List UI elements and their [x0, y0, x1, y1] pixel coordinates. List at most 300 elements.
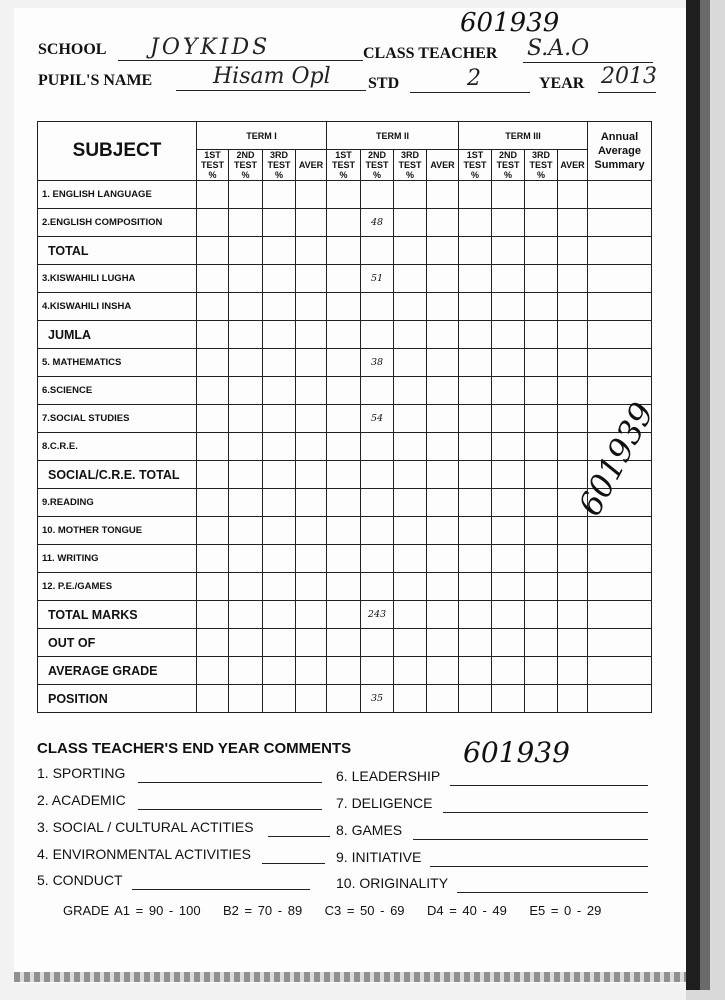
mark-cell: [558, 349, 588, 377]
mark-cell: [525, 237, 558, 265]
mark-cell: [394, 293, 427, 321]
term-2-2nd-test-mark: [361, 181, 394, 209]
table-row: [38, 685, 652, 713]
term-2-header: TERM II: [327, 122, 459, 150]
mark-cell: [492, 405, 525, 433]
mark-cell: [327, 405, 361, 433]
comment-line: [138, 782, 322, 783]
mark-cell: [427, 657, 459, 685]
mark-cell: [459, 209, 492, 237]
school-value: JOYKIDS: [150, 35, 271, 60]
table-row: [38, 349, 652, 377]
term-2-2nd-test-mark: 51: [361, 265, 394, 293]
subject-header: SUBJECT: [38, 122, 197, 181]
mark-cell: [427, 601, 459, 629]
mark-cell: [229, 517, 263, 545]
term-3-sub-header-1: 1ST TEST %: [459, 150, 492, 181]
comment-label-right: 7. DELIGENCE: [336, 795, 433, 811]
mark-cell: [525, 601, 558, 629]
mark-cell: [525, 209, 558, 237]
mark-cell: [296, 573, 327, 601]
pupil-name-value: Hisam Opl: [213, 64, 331, 89]
subject-label: 9.READING: [38, 489, 197, 517]
mark-cell: [327, 489, 361, 517]
mark-cell: [492, 377, 525, 405]
subject-label: SOCIAL/C.R.E. TOTAL: [38, 461, 197, 489]
mark-cell: [588, 209, 652, 237]
mark-cell: [525, 265, 558, 293]
subject-label: 8.C.R.E.: [38, 433, 197, 461]
mark-cell: [197, 657, 229, 685]
mark-cell: [558, 517, 588, 545]
mark-cell: [327, 461, 361, 489]
subject-label: 2.ENGLISH COMPOSITION: [38, 209, 197, 237]
mark-cell: [197, 237, 229, 265]
table-row: [38, 237, 652, 265]
mark-cell: [525, 685, 558, 713]
annual-summary-header: Annual Average Summary: [588, 122, 652, 181]
mark-cell: [229, 433, 263, 461]
term-1-sub-header-1: 1ST TEST %: [197, 150, 229, 181]
mark-cell: [459, 349, 492, 377]
mark-cell: [588, 265, 652, 293]
mark-cell: [427, 293, 459, 321]
mark-cell: [558, 601, 588, 629]
mark-cell: [492, 461, 525, 489]
class-teacher-label: CLASS TEACHER: [363, 45, 498, 62]
mark-cell: [459, 461, 492, 489]
comment-label-left: 5. CONDUCT: [37, 872, 123, 888]
comment-label-right: 8. GAMES: [336, 822, 403, 838]
mark-cell: [459, 489, 492, 517]
mark-cell: [492, 349, 525, 377]
subject-label: 1. ENGLISH LANGUAGE: [38, 181, 197, 209]
mark-cell: [296, 321, 327, 349]
grading-scale: GRADE A1 = 90 - 100 B2 = 70 - 89 C3 = 50 - 69 D4 = 40 - 49 E5 = 0 - 29: [63, 903, 602, 918]
mark-cell: [327, 545, 361, 573]
mark-cell: [558, 685, 588, 713]
term-2-2nd-test-mark: [361, 321, 394, 349]
mark-cell: [492, 601, 525, 629]
mark-cell: [427, 489, 459, 517]
mark-cell: [197, 181, 229, 209]
term-2-2nd-test-mark: 35: [361, 685, 394, 713]
term-2-2nd-test-mark: 48: [361, 209, 394, 237]
subject-label: 3.KISWAHILI LUGHA: [38, 265, 197, 293]
mark-cell: [327, 321, 361, 349]
mark-cell: [588, 685, 652, 713]
subject-label: 6.SCIENCE: [38, 377, 197, 405]
mark-cell: [459, 657, 492, 685]
mark-cell: [394, 433, 427, 461]
mark-cell: [263, 377, 296, 405]
term-2-2nd-test-mark: [361, 461, 394, 489]
mark-cell: [525, 545, 558, 573]
term-2-2nd-test-mark: [361, 573, 394, 601]
table-row: [38, 489, 652, 517]
mark-cell: [296, 629, 327, 657]
school-label: SCHOOL: [38, 41, 107, 58]
term-3-sub-header-4: AVER: [558, 150, 588, 181]
mark-cell: [394, 377, 427, 405]
term-2-2nd-test-mark: [361, 237, 394, 265]
mark-cell: [492, 489, 525, 517]
mark-cell: [296, 545, 327, 573]
mark-cell: [394, 601, 427, 629]
mark-cell: [459, 377, 492, 405]
mark-cell: [394, 265, 427, 293]
mark-cell: [459, 181, 492, 209]
mark-cell: [525, 573, 558, 601]
subject-label: 10. MOTHER TONGUE: [38, 517, 197, 545]
mark-cell: [263, 405, 296, 433]
mark-cell: [263, 573, 296, 601]
term-3-sub-header-3: 3RD TEST %: [525, 150, 558, 181]
comment-label-left: 1. SPORTING: [37, 765, 126, 781]
mark-cell: [525, 461, 558, 489]
mark-cell: [558, 573, 588, 601]
table-row: [38, 461, 652, 489]
reference-number-comments: 601939: [463, 736, 570, 769]
mark-cell: [558, 545, 588, 573]
reference-number-top: 601939: [460, 8, 560, 38]
mark-cell: [197, 265, 229, 293]
mark-cell: [588, 377, 652, 405]
mark-cell: [459, 685, 492, 713]
mark-cell: [558, 209, 588, 237]
mark-cell: [327, 657, 361, 685]
mark-cell: [394, 657, 427, 685]
class-teacher-line: [523, 62, 653, 63]
mark-cell: [229, 461, 263, 489]
mark-cell: [492, 629, 525, 657]
term-2-sub-header-3: 3RD TEST %: [394, 150, 427, 181]
year-label: YEAR: [539, 75, 585, 92]
mark-cell: [588, 573, 652, 601]
comment-line: [268, 836, 330, 837]
mark-cell: [588, 545, 652, 573]
mark-cell: [459, 405, 492, 433]
mark-cell: [394, 321, 427, 349]
reference-number-diagonal: 601939: [570, 396, 662, 522]
mark-cell: [229, 573, 263, 601]
term-2-2nd-test-mark: [361, 545, 394, 573]
year-line: [598, 92, 656, 93]
table-row: [38, 573, 652, 601]
mark-cell: [327, 293, 361, 321]
year-value: 2013: [601, 64, 657, 89]
mark-cell: [327, 377, 361, 405]
comment-line: [450, 785, 648, 786]
mark-cell: [327, 517, 361, 545]
mark-cell: [296, 433, 327, 461]
mark-cell: [558, 293, 588, 321]
subject-label: JUMLA: [38, 321, 197, 349]
mark-cell: [197, 433, 229, 461]
mark-cell: [492, 657, 525, 685]
mark-cell: [263, 293, 296, 321]
mark-cell: [296, 685, 327, 713]
mark-cell: [296, 657, 327, 685]
comment-line: [413, 839, 648, 840]
mark-cell: [263, 545, 296, 573]
mark-cell: [588, 321, 652, 349]
mark-cell: [459, 293, 492, 321]
comment-label-right: 9. INITIATIVE: [336, 849, 422, 865]
mark-cell: [263, 181, 296, 209]
subject-label: AVERAGE GRADE: [38, 657, 197, 685]
mark-cell: [197, 209, 229, 237]
mark-cell: [296, 293, 327, 321]
mark-cell: [427, 545, 459, 573]
mark-cell: [459, 237, 492, 265]
mark-cell: [427, 181, 459, 209]
term-2-2nd-test-mark: [361, 489, 394, 517]
mark-cell: [229, 321, 263, 349]
mark-cell: [492, 209, 525, 237]
term-2-2nd-test-mark: 54: [361, 405, 394, 433]
subject-label: TOTAL: [38, 237, 197, 265]
mark-cell: [327, 181, 361, 209]
mark-cell: [394, 405, 427, 433]
mark-cell: [296, 265, 327, 293]
mark-cell: [492, 433, 525, 461]
mark-cell: [263, 349, 296, 377]
mark-cell: [394, 489, 427, 517]
std-line: [410, 92, 530, 93]
mark-cell: [197, 517, 229, 545]
table-row: [38, 209, 652, 237]
scan-bottom-strip: [14, 972, 686, 982]
table-row: [38, 657, 652, 685]
mark-cell: [588, 181, 652, 209]
mark-cell: [459, 321, 492, 349]
school-line: [118, 60, 363, 61]
mark-cell: [588, 601, 652, 629]
mark-cell: [394, 209, 427, 237]
mark-cell: [588, 657, 652, 685]
pupil-name-label: PUPIL'S NAME: [38, 72, 153, 89]
table-row: [38, 377, 652, 405]
mark-cell: [263, 517, 296, 545]
comment-line: [138, 809, 322, 810]
comment-line: [262, 863, 325, 864]
mark-cell: [229, 545, 263, 573]
mark-cell: [525, 181, 558, 209]
table-row: [38, 293, 652, 321]
mark-cell: [229, 349, 263, 377]
mark-cell: [427, 349, 459, 377]
mark-cell: [296, 237, 327, 265]
term-3-header: TERM III: [459, 122, 588, 150]
mark-cell: [263, 489, 296, 517]
table-row: [38, 601, 652, 629]
mark-cell: [525, 321, 558, 349]
mark-cell: [427, 405, 459, 433]
mark-cell: [459, 573, 492, 601]
mark-cell: [197, 573, 229, 601]
term-2-2nd-test-mark: [361, 293, 394, 321]
term-2-sub-header-4: AVER: [427, 150, 459, 181]
std-label: STD: [368, 75, 400, 92]
mark-cell: [394, 685, 427, 713]
mark-cell: [229, 629, 263, 657]
mark-cell: [588, 237, 652, 265]
table-row: [38, 265, 652, 293]
term-1-header: TERM I: [197, 122, 327, 150]
mark-cell: [327, 349, 361, 377]
term-2-2nd-test-mark: 243: [361, 601, 394, 629]
subject-label: TOTAL MARKS: [38, 601, 197, 629]
term-2-sub-header-2: 2ND TEST %: [361, 150, 394, 181]
mark-cell: [492, 265, 525, 293]
mark-cell: [296, 405, 327, 433]
mark-cell: [427, 265, 459, 293]
mark-cell: [492, 685, 525, 713]
std-value: 2: [467, 66, 481, 91]
table-row: [38, 405, 652, 433]
mark-cell: [263, 265, 296, 293]
mark-cell: [296, 489, 327, 517]
mark-cell: [394, 349, 427, 377]
table-row: [38, 517, 652, 545]
mark-cell: [229, 601, 263, 629]
mark-cell: [459, 265, 492, 293]
mark-cell: [394, 545, 427, 573]
mark-cell: [229, 657, 263, 685]
comments-title: CLASS TEACHER'S END YEAR COMMENTS: [37, 740, 352, 757]
comment-label-right: 10. ORIGINALITY: [336, 875, 449, 891]
mark-cell: [296, 377, 327, 405]
mark-cell: [327, 573, 361, 601]
mark-cell: [558, 321, 588, 349]
term-3-sub-header-2: 2ND TEST %: [492, 150, 525, 181]
class-teacher-value: S.A.O: [527, 36, 590, 61]
mark-cell: [427, 209, 459, 237]
table-row: [38, 321, 652, 349]
mark-cell: [525, 293, 558, 321]
mark-cell: [229, 265, 263, 293]
mark-cell: [525, 405, 558, 433]
mark-cell: [588, 517, 652, 545]
comment-label-left: 3. SOCIAL / CULTURAL ACTITIES: [37, 819, 254, 835]
mark-cell: [229, 181, 263, 209]
comment-line: [443, 812, 648, 813]
mark-cell: [229, 377, 263, 405]
mark-cell: [427, 377, 459, 405]
mark-cell: [327, 237, 361, 265]
mark-cell: [394, 629, 427, 657]
term-1-sub-header-3: 3RD TEST %: [263, 150, 296, 181]
scan-edge: [686, 0, 725, 1000]
term-2-2nd-test-mark: [361, 629, 394, 657]
mark-cell: [459, 517, 492, 545]
mark-cell: [427, 629, 459, 657]
mark-cell: [263, 601, 296, 629]
mark-cell: [558, 377, 588, 405]
term-2-2nd-test-mark: [361, 657, 394, 685]
mark-cell: [197, 293, 229, 321]
mark-cell: [197, 685, 229, 713]
mark-cell: [427, 433, 459, 461]
mark-cell: [263, 433, 296, 461]
mark-cell: [296, 601, 327, 629]
mark-cell: [427, 517, 459, 545]
subject-label: 5. MATHEMATICS: [38, 349, 197, 377]
subject-label: 7.SOCIAL STUDIES: [38, 405, 197, 433]
mark-cell: [558, 657, 588, 685]
mark-cell: [492, 293, 525, 321]
mark-cell: [588, 349, 652, 377]
mark-cell: [229, 685, 263, 713]
mark-cell: [588, 293, 652, 321]
mark-cell: [525, 433, 558, 461]
term-2-2nd-test-mark: [361, 517, 394, 545]
mark-cell: [197, 377, 229, 405]
mark-cell: [197, 405, 229, 433]
mark-cell: [263, 461, 296, 489]
mark-cell: [263, 321, 296, 349]
mark-cell: [492, 237, 525, 265]
subject-label: 11. WRITING: [38, 545, 197, 573]
mark-cell: [427, 461, 459, 489]
mark-cell: [558, 237, 588, 265]
marks-table: [37, 121, 652, 713]
mark-cell: [229, 209, 263, 237]
mark-cell: [197, 601, 229, 629]
mark-cell: [327, 629, 361, 657]
mark-cell: [197, 489, 229, 517]
mark-cell: [459, 545, 492, 573]
mark-cell: [197, 629, 229, 657]
mark-cell: [197, 349, 229, 377]
term-1-sub-header-2: 2ND TEST %: [229, 150, 263, 181]
mark-cell: [263, 209, 296, 237]
table-row: [38, 181, 652, 209]
mark-cell: [492, 573, 525, 601]
table-row: [38, 545, 652, 573]
mark-cell: [459, 433, 492, 461]
term-1-sub-header-4: AVER: [296, 150, 327, 181]
mark-cell: [296, 209, 327, 237]
mark-cell: [327, 433, 361, 461]
mark-cell: [525, 657, 558, 685]
term-2-2nd-test-mark: 38: [361, 349, 394, 377]
comment-line: [430, 866, 648, 867]
term-2-2nd-test-mark: [361, 433, 394, 461]
subject-label: POSITION: [38, 685, 197, 713]
mark-cell: [327, 601, 361, 629]
comment-label-left: 4. ENVIRONMENTAL ACTIVITIES: [37, 846, 251, 862]
mark-cell: [296, 517, 327, 545]
subject-label: 12. P.E./GAMES: [38, 573, 197, 601]
mark-cell: [394, 237, 427, 265]
mark-cell: [263, 237, 296, 265]
term-2-2nd-test-mark: [361, 377, 394, 405]
mark-cell: [296, 349, 327, 377]
mark-cell: [263, 685, 296, 713]
mark-cell: [459, 601, 492, 629]
mark-cell: [525, 349, 558, 377]
term-2-sub-header-1: 1ST TEST %: [327, 150, 361, 181]
mark-cell: [588, 629, 652, 657]
pupil-name-line: [176, 90, 366, 91]
mark-cell: [427, 237, 459, 265]
mark-cell: [327, 209, 361, 237]
mark-cell: [427, 321, 459, 349]
mark-cell: [558, 405, 588, 433]
comment-label-left: 2. ACADEMIC: [37, 792, 126, 808]
